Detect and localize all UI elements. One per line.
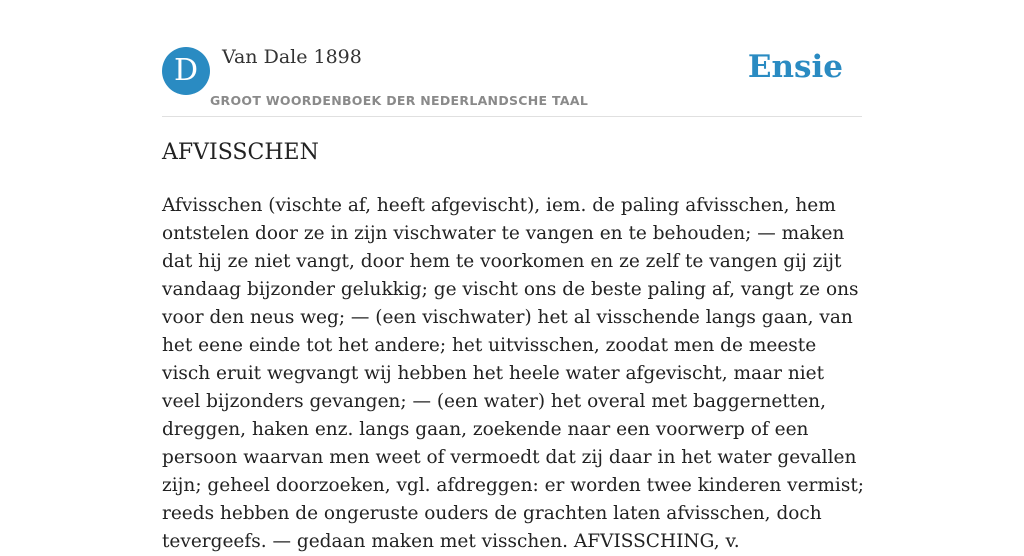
- entry-definition: Afvisschen (vischte af, heeft afgevischt), iem. de paling afvisschen, hem ontstelen door ze in zijn vischwater te vangen en te behouden; — maken dat hij ze niet vangt, door hem te voorkomen en ze zelf te vangen gij zijt vandaag bijzonder gelukkig; ge vischt ons de beste paling af, vangt ze ons voor den neus weg; — (een vischwater) het al visschende langs gaan, van het eene einde tot het andere; het uitvisschen, zoodat men de meeste visch eruit wegvangt wij hebben het heele water afgevischt, maar niet veel bijzonders gevangen; — (een water) het overal met baggernetten, dreggen, haken enz. langs gaan, zoekende naar een voorwerp of een persoon waarvan men weet of vermoedt dat zij daar in het water gevallen zijn; geheel doorzoeken, vgl. afdreggen: er worden twee kinderen vermist; reeds hebben de ongeruste ouders de grachten laten afvisschen, doch tevergeefs. — gedaan maken met visschen. AFVISSCHING, v.: [162, 195, 865, 552]
- dictionary-avatar[interactable]: D: [162, 47, 210, 95]
- ensie-logo[interactable]: Ensie: [747, 49, 843, 85]
- dictionary-title[interactable]: Van Dale 1898: [222, 46, 362, 68]
- entry-headword: AFVISSCHEN: [162, 140, 319, 165]
- dictionary-subtitle: GROOT WOORDENBOEK DER NEDERLANDSCHE TAAL: [210, 93, 589, 108]
- dictionary-header: [162, 40, 862, 117]
